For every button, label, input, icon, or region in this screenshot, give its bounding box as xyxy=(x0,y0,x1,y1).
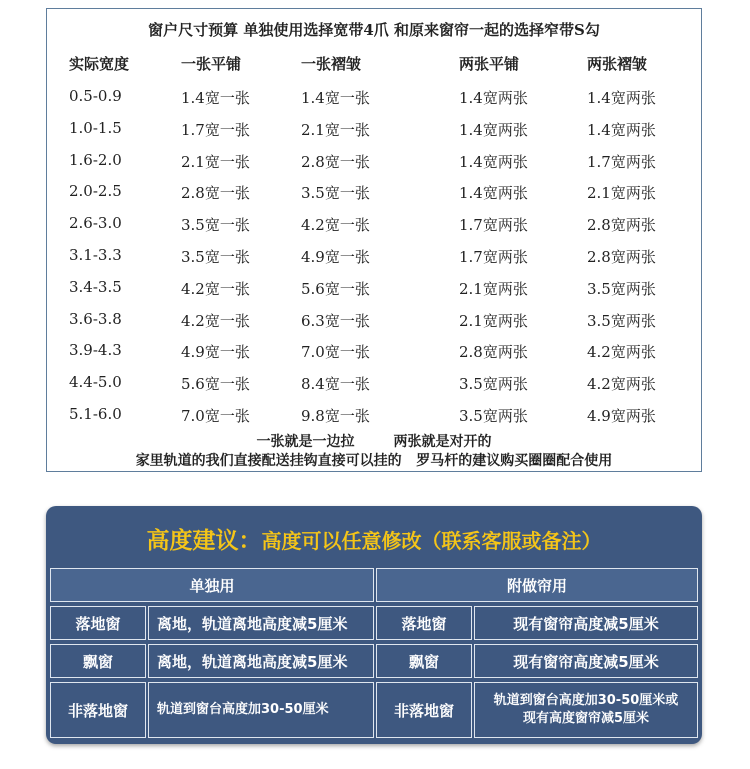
size-chart-cell: 2.8宽两张 xyxy=(459,343,528,362)
size-chart-cell: 2.1宽两张 xyxy=(459,279,528,298)
size-chart-cell: 3.5宽两张 xyxy=(587,279,656,298)
row-3-type-left: 非落地窗 xyxy=(50,682,146,738)
row-2-desc-right: 现有窗帘高度减5厘米 xyxy=(474,644,698,678)
size-chart-grid xyxy=(47,9,701,471)
size-chart-cell: 5.6宽一张 xyxy=(181,375,250,394)
size-chart-cell: 4.2宽两张 xyxy=(587,343,656,362)
row-2-desc-left: 离地，轨道离地高度减5厘米 xyxy=(148,644,374,678)
size-chart-header-1: 实际宽度 xyxy=(69,55,130,73)
size-chart-width-range: 3.1-3.3 xyxy=(69,246,122,264)
size-chart-header-4: 两张平铺 xyxy=(459,55,520,73)
row-2-type-right: 飘窗 xyxy=(376,644,472,678)
size-chart-cell: 1.4宽两张 xyxy=(587,89,656,107)
row-2-type-left: 飘窗 xyxy=(50,644,146,678)
size-chart-width-range: 3.6-3.8 xyxy=(69,309,122,328)
size-chart-width-range: 3.4-3.5 xyxy=(69,277,122,296)
size-chart-cell: 3.5宽两张 xyxy=(587,311,656,330)
size-chart-cell: 1.4宽一张 xyxy=(301,89,370,107)
size-chart-cell: 2.1宽一张 xyxy=(181,152,250,171)
row-1-type-right: 落地窗 xyxy=(376,606,472,640)
height-advice-title xyxy=(46,522,702,555)
size-chart-cell: 3.5宽一张 xyxy=(181,248,250,266)
size-chart-cell: 1.4宽一张 xyxy=(181,89,250,107)
size-chart-cell: 1.4宽两张 xyxy=(459,184,528,203)
size-chart-header-3: 一张褶皱 xyxy=(301,55,362,73)
size-chart-cell: 2.8宽一张 xyxy=(181,184,250,203)
size-chart-width-range: 0.5-0.9 xyxy=(69,87,122,105)
size-chart-width-range: 1.0-1.5 xyxy=(69,118,122,137)
size-chart-cell: 1.7宽两张 xyxy=(587,152,656,171)
row-1-desc-left: 离地，轨道离地高度减5厘米 xyxy=(148,606,374,640)
size-chart-width-range: 4.4-5.0 xyxy=(69,373,122,392)
size-chart-width-range: 5.1-6.0 xyxy=(69,405,122,423)
size-chart-cell: 3.5宽两张 xyxy=(459,375,528,394)
row-1-type-left: 落地窗 xyxy=(50,606,146,640)
size-chart-cell: 7.0宽一张 xyxy=(181,407,250,425)
size-chart-cell: 1.4宽两张 xyxy=(587,120,656,139)
size-chart-cell: 3.5宽两张 xyxy=(459,407,528,425)
size-chart-cell: 2.1宽两张 xyxy=(587,184,656,203)
size-chart-cell: 4.2宽一张 xyxy=(181,311,250,330)
size-chart-cell: 4.9宽两张 xyxy=(587,407,656,425)
row-3-desc-right: 轨道到窗台高度加30-50厘米或现有高度窗帘减5厘米 xyxy=(474,682,698,738)
size-chart-cell: 3.5宽一张 xyxy=(181,216,250,235)
size-chart-cell: 4.2宽一张 xyxy=(181,279,250,298)
size-chart-cell: 4.2宽一张 xyxy=(301,216,370,235)
column-header-with-curtain: 附做帘用 xyxy=(376,568,698,602)
size-chart-cell: 3.5宽一张 xyxy=(301,184,370,203)
height-advice-panel xyxy=(46,506,702,744)
size-chart-cell: 1.7宽两张 xyxy=(459,216,528,235)
size-chart-cell: 4.9宽一张 xyxy=(301,248,370,266)
size-chart-cell: 4.9宽一张 xyxy=(181,343,250,362)
size-chart-cell: 1.4宽两张 xyxy=(459,152,528,171)
size-chart-note-1: 一张就是一边拉 两张就是对开的 xyxy=(256,434,492,450)
column-header-standalone: 单独用 xyxy=(50,568,374,602)
size-chart-cell: 1.4宽两张 xyxy=(459,89,528,107)
size-chart-cell: 5.6宽一张 xyxy=(301,279,370,298)
size-chart-note-2: 家里轨道的我们直接配送挂钩直接可以挂的 罗马杆的建议购买圈圈配合使用 xyxy=(135,453,613,469)
size-chart-cell: 7.0宽一张 xyxy=(301,343,370,362)
height-advice-title-rest: 高度可以任意修改（联系客服或备注） xyxy=(261,529,602,553)
size-chart-cell: 1.7宽一张 xyxy=(181,120,250,139)
window-size-chart xyxy=(46,8,702,472)
size-chart-notes xyxy=(47,433,701,471)
size-chart-width-range: 3.9-4.3 xyxy=(69,341,122,360)
row-3-type-right: 非落地窗 xyxy=(376,682,472,738)
size-chart-cell: 2.8宽两张 xyxy=(587,248,656,266)
size-chart-width-range: 1.6-2.0 xyxy=(69,150,122,169)
row-1-desc-right: 现有窗帘高度减5厘米 xyxy=(474,606,698,640)
size-chart-width-range: 2.0-2.5 xyxy=(69,182,122,201)
height-advice-title-emphasis: 高度建议： xyxy=(146,528,262,554)
size-chart-width-range: 2.6-3.0 xyxy=(69,214,122,233)
size-chart-cell: 2.8宽一张 xyxy=(301,152,370,171)
size-chart-header-5: 两张褶皱 xyxy=(587,55,648,73)
size-chart-cell: 1.7宽两张 xyxy=(459,248,528,266)
size-chart-cell: 2.1宽两张 xyxy=(459,311,528,330)
size-chart-cell: 1.4宽两张 xyxy=(459,120,528,139)
size-chart-cell: 2.1宽一张 xyxy=(301,120,370,139)
size-chart-header-2: 一张平铺 xyxy=(181,55,242,73)
size-chart-cell: 9.8宽一张 xyxy=(301,407,370,425)
size-chart-cell: 4.2宽两张 xyxy=(587,375,656,394)
size-chart-cell: 6.3宽一张 xyxy=(301,311,370,330)
row-3-desc-left: 轨道到窗台高度加30-50厘米 xyxy=(148,682,374,738)
size-chart-cell: 2.8宽两张 xyxy=(587,216,656,235)
size-chart-cell: 8.4宽一张 xyxy=(301,375,370,394)
size-chart-title: 窗户尺寸预算 单独使用选择宽带4爪 和原来窗帘一起的选择窄带S勾 xyxy=(148,21,600,39)
